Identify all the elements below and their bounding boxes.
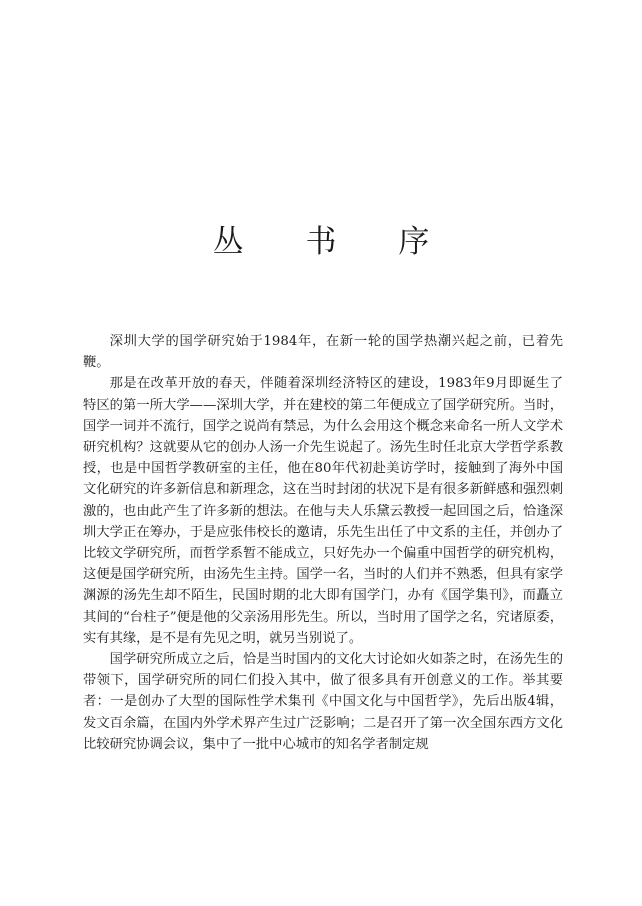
paragraph-2: 那是在改革开放的春天，伴随着深圳经济特区的建设，1983年9月即诞生了特区的第一所大学——深圳大学，并在建校的第二年便成立了国学研究所。当时，国学一词并不流行，国学之说尚有禁忌，为什么会用这个概念来命名一所人文学术研究机构？这就要从它的创办人汤一介先生说起了。汤先生时任北京大学哲学系教授，也是中国哲学教研室的主任，他在80年代初赴美访学时，接触到了海外中国文化研究的许多新信息和新理念，这在当时封闭的状况下是有很多新鲜感和强烈刺激的，也由此产生了许多新的想法。在他与夫人乐黛云教授一起回国之后，恰逢深圳大学正在筹办，于是应张伟校长的邀请，乐先生出任了中文系的主任，并创办了比较文学研究所，而哲学系暂不能成立，只好先办一个偏重中国哲学的研究机构，这便是国学研究所，由汤先生主持。国学一名，当时的人们并不熟悉，但具有家学渊源的汤先生却不陌生，民国时期的北大即有国学门，办有《国学集刊》，而矗立其间的“台柱子”便是他的父亲汤用彤先生。所以，当时用了国学之名，究诸原委，实有其缘，是不是有先见之明，就另当别说了。 (83, 376, 563, 646)
paragraph-1: 深圳大学的国学研究始于1984年，在新一轮的国学热潮兴起之前，已着先鞭。 (83, 334, 563, 371)
paragraph-3: 国学研究所成立之后，恰是当时国内的文化大讨论如火如荼之时，在汤先生的带领下，国学研究所的同仁们投入其中，做了很多具有开创意义的工作。举其要者：一是创办了大型的国际性学术集刊《中国文化与中国哲学》，先后出版4辑，发文百余篇，在国内外学术界产生过广泛影响；二是召开了第一次全国东西方文化比较研究协调会议，集中了一批中心城市的知名学者制定规 (83, 652, 563, 752)
preface-body (83, 331, 563, 755)
page-title: 丛 书 序 (212, 224, 456, 260)
